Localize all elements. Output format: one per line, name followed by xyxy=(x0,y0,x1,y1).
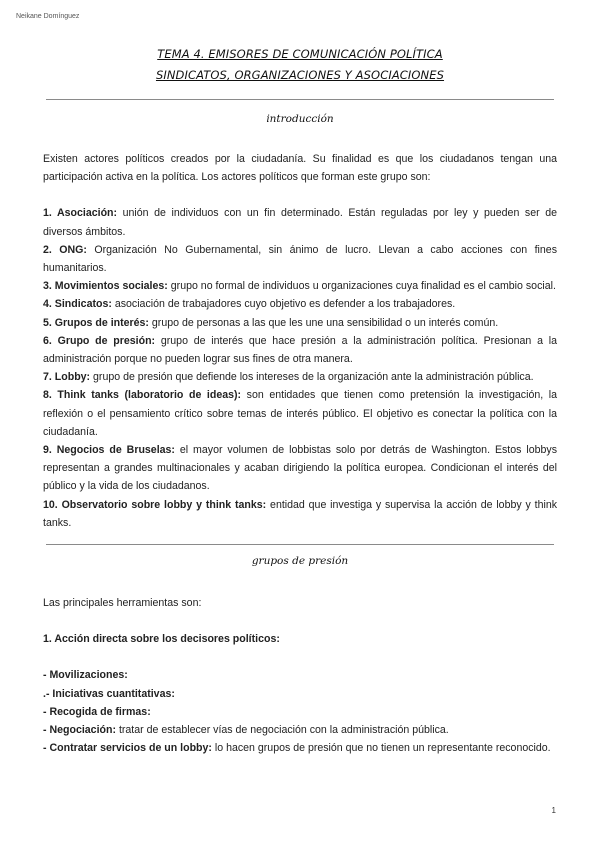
item-text: grupo de presión que defiende los intereses de la organización ante la administración pública. xyxy=(90,371,534,384)
intro-paragraph: Existen actores políticos creados por la ciudadanía. Su finalidad es que los ciudadanos tengan una participación activa en la política. Los actores políticos que forman este grupo son: xyxy=(43,153,557,184)
pressure-groups-section xyxy=(43,594,557,757)
page-number: 1 xyxy=(551,806,556,815)
tools-subheading xyxy=(43,630,557,648)
item-label: 8. Think tanks (laboratorio de ideas): xyxy=(43,389,242,402)
list-item-bruselas xyxy=(43,441,557,496)
item-text: entidad que investiga y supervisa la acción de lobby y think tanks. xyxy=(43,498,558,529)
item-text: son entidades que tienen como pretensión la investigación, la reflexión o el pensamiento crítico sobre temas de interés público. El objetivo es conectar la política con la ciudadanía. xyxy=(43,389,558,438)
item-label: - Movilizaciones: xyxy=(43,669,128,682)
intro-section xyxy=(43,150,557,532)
item-text: grupo de personas a las que les une una sensibilidad o un interés común. xyxy=(148,316,499,329)
list-item-observatorio xyxy=(43,496,557,532)
divider-top xyxy=(46,99,554,100)
list-item-sindicatos xyxy=(43,295,557,313)
item-text: tratar de establecer vías de negociación con la administración pública. xyxy=(116,724,449,737)
tool-item-firmas xyxy=(43,703,557,721)
item-label: 4. Sindicatos: xyxy=(43,298,112,311)
item-label: - Contratar servicios de un lobby: xyxy=(43,742,212,755)
tool-item-lobby xyxy=(43,739,557,757)
item-text: el mayor volumen de lobbistas solo por detrás de Washington. Estos lobbys representan a grandes multinacionales y acaban dirigiendo la política europea. Condicionan el interés del público y la vida de los ciudadanos. xyxy=(43,444,557,493)
list-item-asociacion xyxy=(43,204,557,240)
item-text: grupo de interés que hace presión a la administración política. Presionan a la administración porque no pueden lograr sus fines de otra manera. xyxy=(43,334,557,366)
item-label: .- Iniciativas cuantitativas: xyxy=(43,687,175,700)
tools-intro: Las principales herramientas son: xyxy=(43,597,202,609)
item-text: lo hacen grupos de presión que no tienen un representante reconocido. xyxy=(211,742,551,755)
list-item-grupo-presion xyxy=(43,332,557,368)
title-line-2: SINDICATOS, ORGANIZACIONES Y ASOCIACIONES xyxy=(155,68,445,82)
item-text: unión de individuos con un fin determinado. Están reguladas por ley y pueden ser de diversos ámbitos. xyxy=(43,207,557,238)
item-label: 2. ONG: xyxy=(43,243,87,256)
list-item-ong xyxy=(43,241,557,277)
list-item-lobby xyxy=(43,368,557,386)
document-title xyxy=(0,44,600,86)
pressure-groups-heading: grupos de presión xyxy=(251,555,349,567)
item-label: - Negociación: xyxy=(43,724,116,737)
item-label: 3. Movimientos sociales: xyxy=(43,280,168,293)
subheading-label: 1. Acción directa sobre los decisores políticos: xyxy=(43,633,280,646)
item-label: - Recogida de firmas: xyxy=(43,705,151,718)
author-name: Neikane Domínguez xyxy=(16,13,80,20)
item-label: 1. Asociación: xyxy=(43,207,118,220)
list-item-grupos-interes xyxy=(43,314,557,332)
list-item-think-tanks xyxy=(43,386,557,441)
divider-middle xyxy=(46,544,554,545)
tool-item-negociacion xyxy=(43,721,557,739)
item-text: grupo no formal de individuos u organizaciones cuya finalidad es el cambio social. xyxy=(167,280,556,293)
item-label: 7. Lobby: xyxy=(43,371,91,384)
item-label: 5. Grupos de interés: xyxy=(43,316,149,329)
intro-heading: introducción xyxy=(266,113,334,125)
title-line-1: TEMA 4. EMISORES DE COMUNICACIÓN POLÍTICA xyxy=(157,47,443,61)
item-label: 10. Observatorio sobre lobby y think tanks: xyxy=(43,498,267,511)
item-label: 6. Grupo de presión: xyxy=(43,334,156,347)
list-item-movimientos xyxy=(43,277,557,295)
tool-item-movilizaciones xyxy=(43,666,557,684)
item-label: 9. Negocios de Bruselas: xyxy=(43,444,175,457)
tool-item-iniciativas xyxy=(43,685,557,703)
item-text: Organización No Gubernamental, sin ánimo de lucro. Llevan a cabo acciones con fines humanitarios. xyxy=(43,243,557,275)
item-text: asociación de trabajadores cuyo objetivo es defender a los trabajadores. xyxy=(111,298,456,311)
